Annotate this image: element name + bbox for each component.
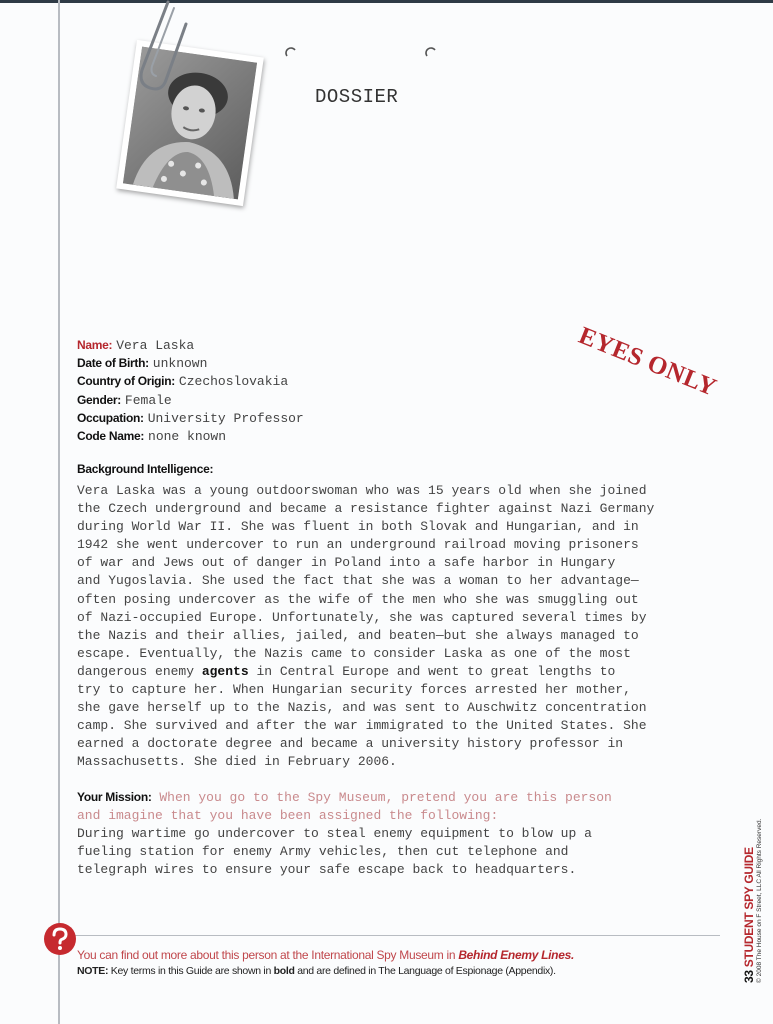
field-name: Name: Vera Laska [77,338,195,353]
text-line: the Nazis and their allies, jailed, and beaten—but she always managed to [77,627,639,643]
text-line: and Yugoslavia. She used the fact that she was a woman to her advantage— [77,573,639,589]
text-line: of Nazi-occupied Europe. Unfortunately, she was captured several times by [77,609,647,625]
field-code-name: Code Name: none known [77,428,227,444]
footer-note: NOTE: Key terms in this Guide are shown in bold and are defined in The Language of Espionage (Appendix). [77,965,556,977]
text-line: during World War II. She was fluent in both Slovak and Hungarian, and in [77,519,639,535]
field-date-of-birth: Date of Birth: unknown [77,356,208,372]
punch-hole-icon [284,46,298,60]
field-value: Vera Laska [116,338,195,353]
field-gender: Gender: Female [77,392,172,408]
text-line: and imagine that you have been assigned the following: [77,808,499,824]
question-badge-icon [43,922,77,956]
side-guide-label [742,818,763,983]
field-value: unknown [152,356,208,372]
field-value: Female [124,392,172,408]
text-line: Massachusetts. She died in February 2006. [77,754,397,770]
punch-hole-icon [424,46,438,60]
exhibit-name: Behind Enemy Lines. [458,948,574,962]
paperclip-icon [128,0,198,100]
field-value: Czechoslovakia [178,374,289,390]
background-heading: Background Intelligence: [77,462,214,476]
page-title: DOSSIER [315,86,399,108]
text-line: earned a doctorate degree and became a university history professor in [77,736,624,752]
copyright: © 2008 The House on F Street, LLC All Rights Reserved. [756,818,763,983]
background-text [77,482,737,772]
text-line: camp. She survived and after the war immigrated to the United States. She [77,718,647,734]
text-line: often posing undercover as the wife of the men who she was smuggling out [77,591,639,607]
field-country-of-origin: Country of Origin: Czechoslovakia [77,374,289,390]
top-rule [0,0,773,3]
footer-rule [60,935,720,936]
text-line: 1942 she went undercover to run an underground railroad moving prisoners [77,537,639,553]
field-value: none known [148,428,227,444]
text-line: she gave herself up to the Nazis, and was sent to Auschwitz concentration [77,700,647,716]
field-value: University Professor [147,410,304,426]
key-term: agents [201,663,249,679]
text-line: try to capture her. When Hungarian security forces arrested her mother, [77,682,631,698]
text-line: fueling station for enemy Army vehicles, then cut telephone and [77,844,569,860]
text-line: Vera Laska was a young outdoorswoman who was 15 years old when she joined [77,483,647,498]
footer-more-info: You can find out more about this person at the International Spy Museum in Behind Enemy Lines. [77,948,574,962]
text-line: of war and Jews out of danger in Poland into a safe harbor in Hungary [77,555,616,571]
text-line: During wartime go undercover to steal enemy equipment to blow up a [77,826,592,842]
text-line: escape. Eventually, the Nazis came to consider Laska as one of the most [77,645,631,661]
text-line: the Czech underground and became a resistance fighter against Nazi Germany [77,501,655,517]
field-occupation: Occupation: University Professor [77,410,304,426]
page-number: 33 [742,970,756,983]
text-line: telegraph wires to ensure your safe escape back to headquarters. [77,862,577,878]
text-line: dangerous enemy agents in Central Europe and went to great lengths to [77,663,616,679]
text-line: Your Mission: When you go to the Spy Museum, pretend you are this person [77,790,612,805]
mission-label: Your Mission: [77,790,152,804]
profile-fields [77,336,304,445]
mission-section [77,788,612,879]
guide-title: STUDENT SPY GUIDE [742,847,756,971]
left-margin-line [58,0,60,1024]
eyes-only-stamp: EYES ONLY [574,322,721,402]
